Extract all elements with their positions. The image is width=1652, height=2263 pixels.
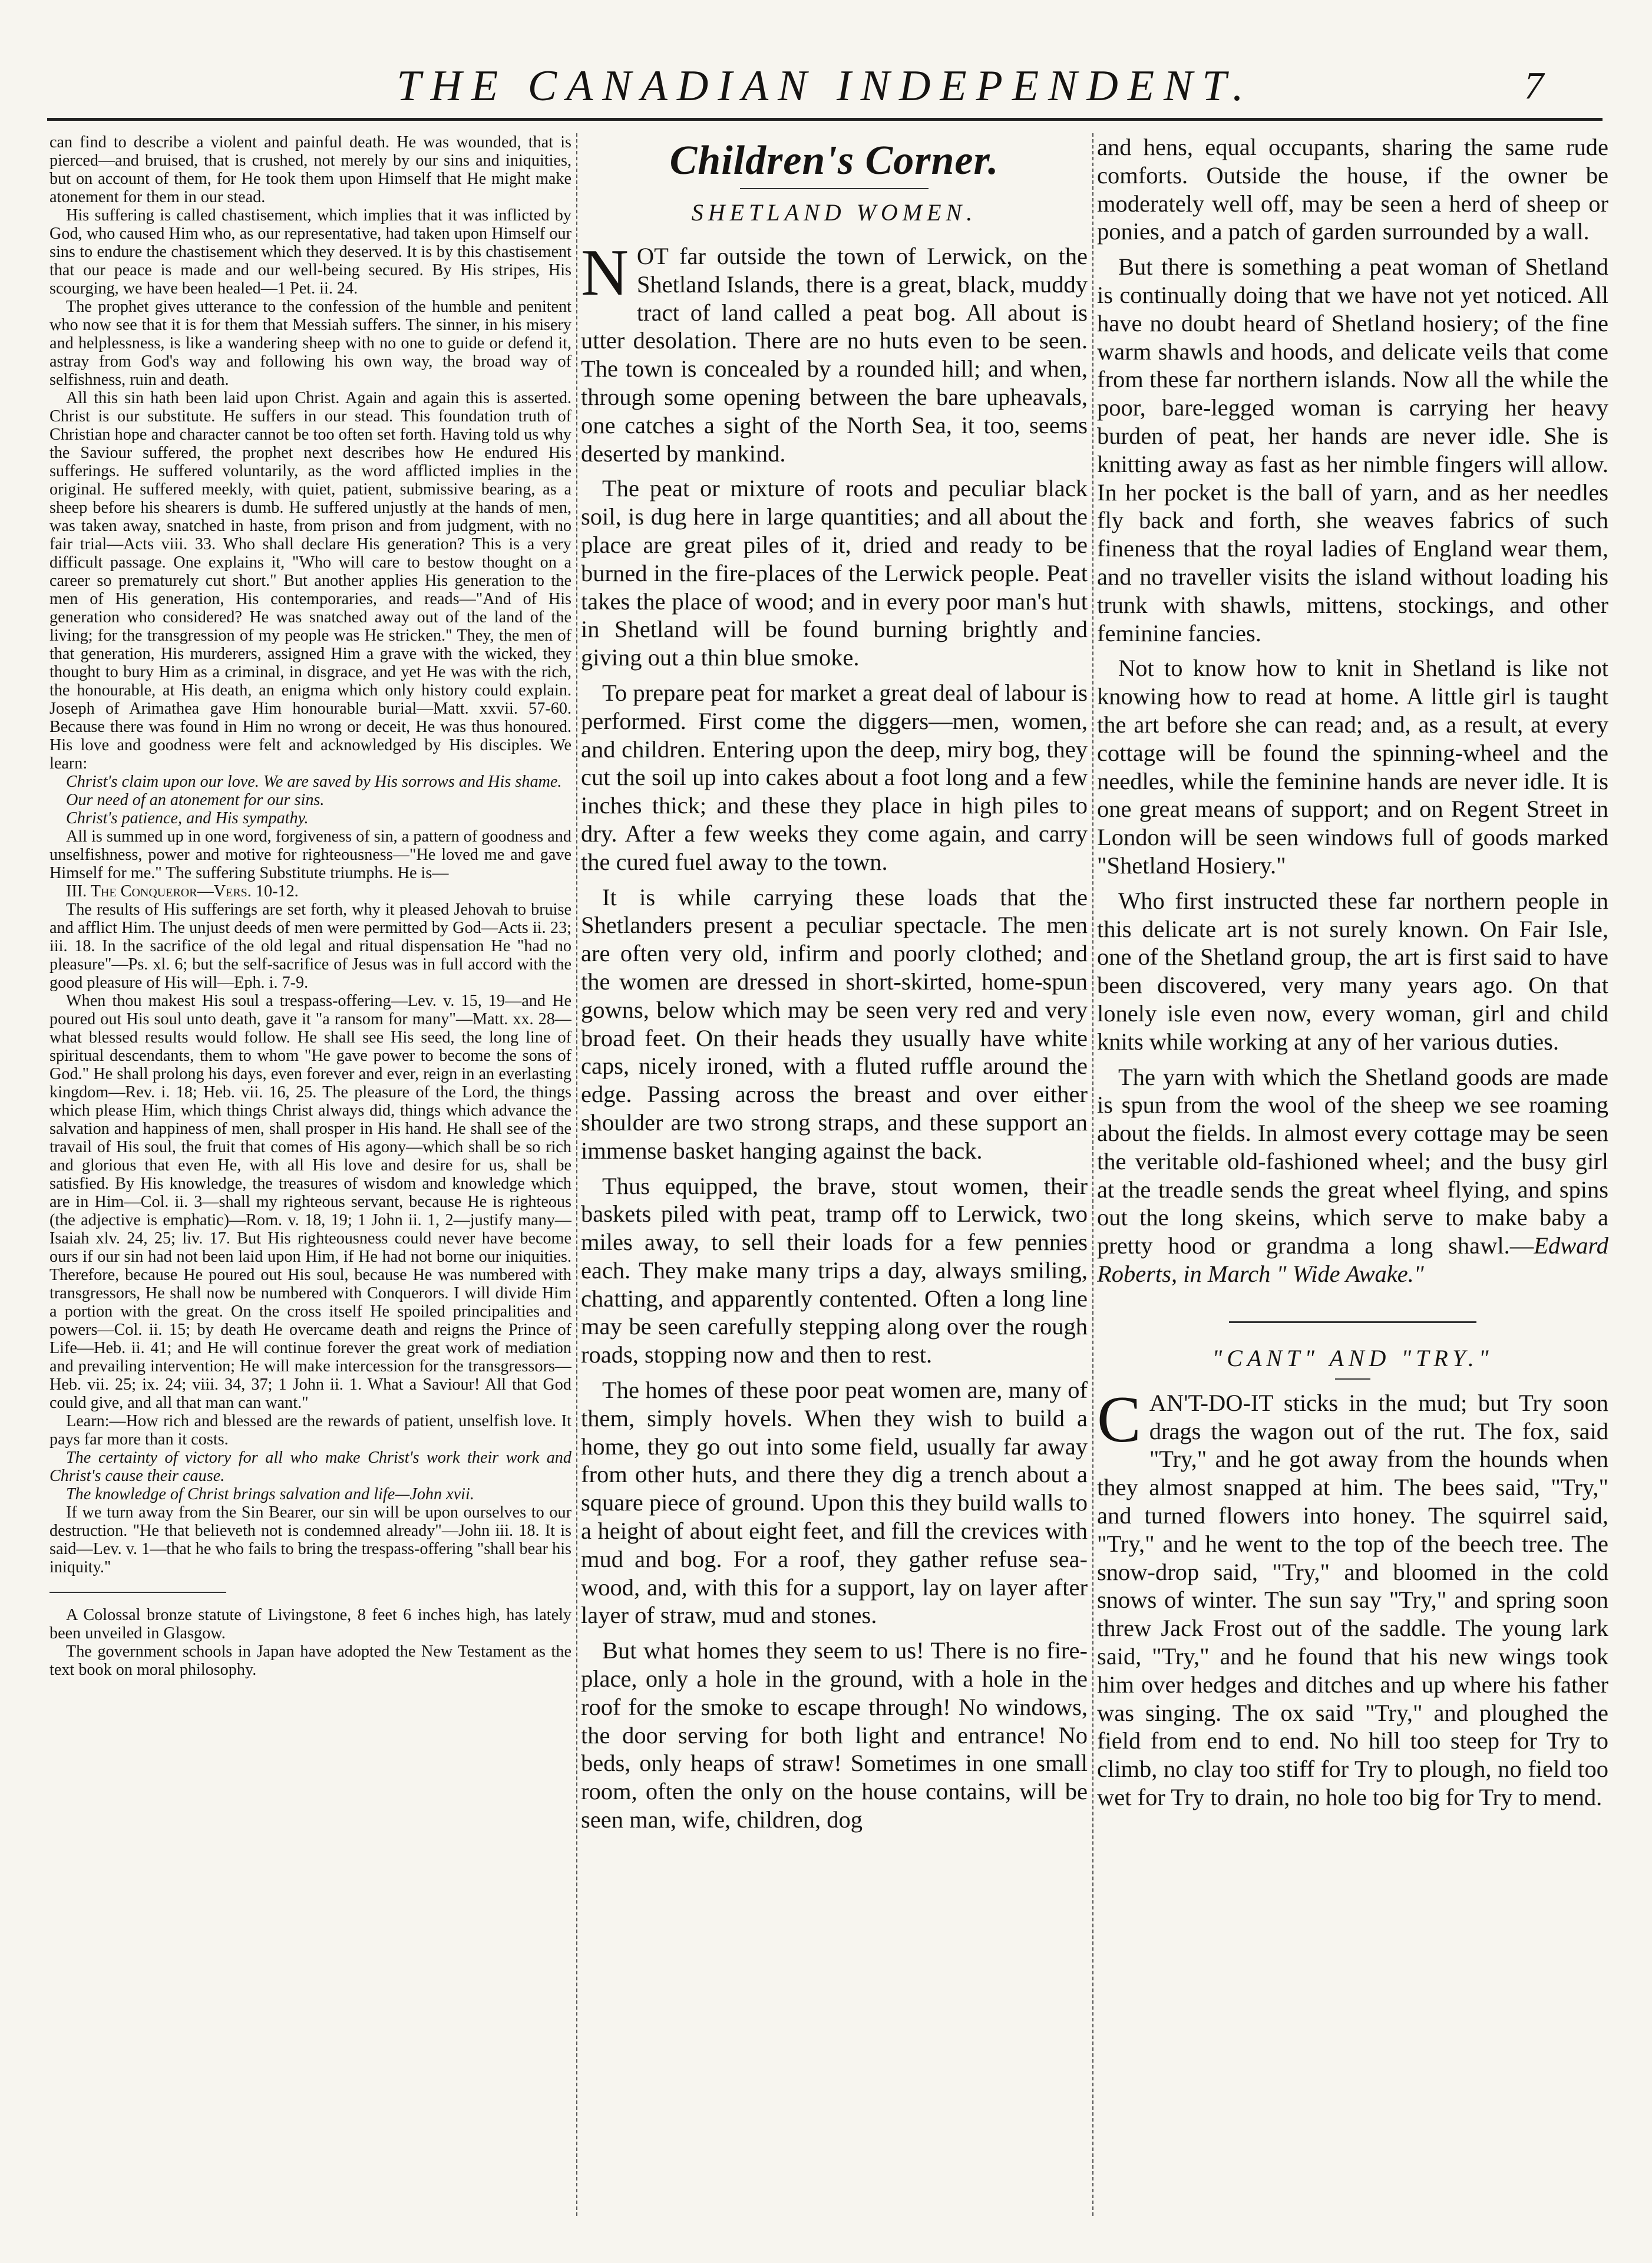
paragraph-text: The yarn with which the Shetland goods are made is spun from the wool of the sheep we see roaming about the fields. In almost every cottage may be seen the veritable old-fashioned wheel; and the busy girl at the treadle sends the great wheel flying, and spins out the long skeins, which serve to make baby a pretty hood or grandma a long shawl.—	[1097, 1063, 1608, 1259]
masthead-rule	[47, 118, 1603, 121]
article-separator	[1229, 1321, 1476, 1323]
paragraph: The certainty of victory for all who make Christ's work their work and Christ's cause their cause.	[49, 1449, 571, 1485]
drop-cap: N	[581, 236, 629, 309]
paragraph: But what homes they seem to us! There is no fire-place, only a hole in the ground, with a hole in the roof for the smoke to escape through! No windows, the door serving for both light and entrance! No beds, only heaps of straw! Sometimes in one small room, often the only on the house contains, will be seen man, wife, children, dog	[581, 1637, 1088, 1833]
paragraph: Christ's patience, and His sympathy.	[66, 809, 309, 827]
title-rule	[1335, 1378, 1370, 1380]
paragraph: Thus equipped, the brave, stout women, their baskets piled with peat, tramp off to Lerwick, two miles away, to sell their loads for a few pennies each. They make many trips a day, always smiling, chatting, and apparently contented. Often a long line may be seen carefully stepping along over the rough roads, stopping now and then to rest.	[581, 1172, 1088, 1368]
paragraph: Not to know how to knit in Shetland is like not knowing how to read at home. A little girl is taught the art before she can read; and, as a result, at every cottage will be found the spinning-wheel and the needles, while the feminine hands are never idle. It is one great means of support; and on Regent Street in London will be seen windows full of goods marked "Shetland Hosiery."	[1097, 655, 1608, 879]
publication-title: THE CANADIAN INDEPENDENT.	[397, 62, 1253, 110]
paragraph: The knowledge of Christ brings salvation and life—John xvii.	[66, 1485, 474, 1503]
paragraph: All this sin hath been laid upon Christ. Again and again this is asserted. Christ is our substitute. He suffers in our stead. This foundation truth of Christian hope and character cannot be too often set forth. Having told us why the Saviour suffered, the prophet next describes how He endured His sufferings. He suffered voluntarily, as the word afflicted implies in the original. He suffered meekly, with quiet, patient, submissive bearing, as a sheep before his shearers is dumb. He suffered unjustly at the hands of men, was taken away, snatched in haste, from prison and from judgment, with no fair trial—Acts viii. 33. Who shall declare His generation? This is a very difficult passage. One explains it, "Who will care to bestow thought on a career so prematurely cut short." But another applies His generation to the men of His generation, His contemporaries, and reads—"And of His generation who considered? He was snatched away out of the land of the living; for the transgression of my people was He stricken." They, the men of that generation, His murderers, assigned Him a grave with the wicked, they thought to bury Him as a criminal, in disgrace, and yet He was with the rich, the honourable, at His death, an enigma which only history could explain. Joseph of Arimathea gave Him honourable burial—Matt. xxvii. 57-60. Because there was found in Him no wrong or deceit, He was thus honoured. His love and goodness were felt and acknowledged by His disciples. We learn:	[49, 389, 571, 773]
paragraph: The prophet gives utterance to the confession of the humble and penitent who now see that it is for them that Messiah suffers. The sinner, in his misery and helplessness, is like a wandering sheep with no one to guide or defend it, astray from God's way and following his own way, the broad way of selfishness, ruin and death.	[49, 298, 571, 389]
paragraph: Christ's claim upon our love. We are saved by His sorrows and His shame.	[66, 773, 562, 791]
section-title-text: Children's Corner.	[669, 138, 999, 183]
page-number: 7	[1524, 64, 1544, 107]
column-sermon-notes	[49, 133, 571, 2228]
news-note: The government schools in Japan have adopted the New Testament as the text book on moral philosophy.	[49, 1642, 571, 1679]
paragraph: When thou makest His soul a trespass-offering—Lev. v. 15, 19—and He poured out His soul unto death, gave it "a ransom for many"—Matt. xx. 28—what blessed results would follow. He shall see His seed, the long line of spiritual descendants, them to whom "He gave power to become the sons of God." He shall prolong his days, even forever and ever, reign in an everlasting kingdom—Rev. i. 18; Heb. vii. 16, 25. The pleasure of the Lord, the things which please Him, which things Christ always did, things which advance the salvation and happiness of men, shall prosper in His hand. He shall see of the travail of His soul, the fruit that comes of His agony—which shall be so rich and glorious that even He, with all His love and desire for us, shall be satisfied. By His knowledge, the treasures of wisdom and knowledge which are in Him—Col. ii. 3—shall my righteous servant, because He is righteous (the adjective is emphatic)—Rom. v. 18, 19; 1 John ii. 1, 2—justify many—Isaiah xlv. 24, 25; liv. 17. But His righteousness could never have become ours if our sin had not been laid upon Him, if He had not borne our iniquities. Therefore, because He poured out His soul, because He was numbered with transgressors, He shall now be numbered with Conquerors. I will divide Him a portion with the great. On the cross itself He spoiled principalities and powers—Col. ii. 15; by death He overcame death and reigns the Prince of Life—Heb. ii. 41; and He will continue forever the great work of mediation and prevailing intervention; He will make intercession for the transgressors—Heb. vii. 25; ix. 24; viii. 34, 37; 1 John ii. 1. What a Saviour! All that God could give, and all that man can want."	[49, 992, 571, 1412]
article-title: SHETLAND WOMEN.	[691, 199, 977, 226]
paragraph: Our need of an atonement for our sins.	[66, 791, 325, 809]
paragraph: But there is something a peat woman of Shetland is continually doing that we have not yet noticed. All have no doubt heard of Shetland hosiery; of the fine warm shawls and hoods, and delicate veils that come from these far northern islands. Now all the while the poor, bare-legged woman is carrying her heavy burden of peat, her hands are never idle. She is knitting away as fast as her nimble fingers will allow. In her pocket is the ball of yarn, and as her needles fly back and forth, she weaves fabrics of such fineness that the royal ladies of England wear them, and no traveller visits the island without loading his trunk with shawls, mittens, stockings, and other feminine fancies.	[1097, 253, 1608, 646]
section-rule	[740, 188, 929, 189]
paragraph: To prepare peat for market a great deal of labour is performed. First come the diggers—men, women, and children. Entering upon the deep, miry bog, they cut the soil up into cakes about a foot long and a few inches thick; and these they place in high piles to dry. After a few weeks they come again, and carry the cured fuel away to the town.	[581, 679, 1088, 875]
separator-rule	[49, 1592, 226, 1593]
paragraph	[1097, 1063, 1608, 1288]
paragraph: and hens, equal occupants, sharing the same rude comforts. Outside the house, if the owner be moderately well off, may be seen a herd of sheep or ponies, and a patch of garden surrounded by a wall.	[1097, 134, 1608, 245]
subsection-heading: III. The Conqueror—Vers. 10-12.	[66, 882, 299, 900]
paragraph: If we turn away from the Sin Bearer, our sin will be upon ourselves to our destruction. "He that believeth not is condemned already"—John iii. 18. It is said—Lev. v. 1—that he who fails to bring the trespass-offering "shall bear his iniquity."	[49, 1503, 571, 1576]
paragraph	[1097, 1383, 1608, 1812]
paragraph: Who first instructed these far northern people in this delicate art is not surely known. On Fair Isle, one of the Shetland group, the art is first said to have been discovered, very many years ago. On that lonely isle even now, every woman, girl and child knits while working at any of her various duties.	[1097, 887, 1608, 1055]
paragraph: Learn:—How rich and blessed are the rewards of patient, unselfish love. It pays far more than it costs.	[49, 1412, 571, 1449]
masthead	[118, 58, 1544, 114]
column-divider	[1092, 133, 1093, 2216]
paragraph-text: OT far outside the town of Lerwick, on the Shetland Islands, there is a great, black, muddy tract of land called a peat bog. All about is utter desolation. There are no huts even to be seen. The town is concealed by a rounded hill; and when, through some opening between the bare upheavals, one catches a sight of the North Sea, it too, seems deserted by mankind.	[581, 243, 1088, 467]
section-title	[581, 140, 1088, 183]
paragraph: All is summed up in one word, forgiveness of sin, a pattern of goodness and unselfishness, power and motive for righteousness—"He loved me and gave Himself for me." The suffering Substitute triumphs. He is—	[49, 827, 571, 882]
column-childrens-corner	[581, 133, 1088, 2228]
paragraph: can find to describe a violent and painful death. He was wounded, that is pierced—and bruised, that is crushed, not merely by our sins and iniquities, but on account of them, for He took them upon Himself that He might make atonement for them in our stead.	[49, 133, 571, 206]
paragraph: The homes of these poor peat women are, many of them, simply hovels. When they wish to build a home, they go out into some field, usually far away from other huts, and there they dig a trench about a square piece of ground. Upon this they build walls to a height of about eight feet, and fill the crevices with mud and bog. For a roof, they gather refuse sea-wood, and, with this for a support, lay on layer after layer of straw, mud and stones.	[581, 1377, 1088, 1629]
column-continuation	[1097, 133, 1608, 2228]
paragraph-text: AN'T-DO-IT sticks in the mud; but Try soon drags the wagon out of the rut. The fox, said "Try," and he got away from the hounds when they almost snapped at him. The bees said, "Try," and turned flowers into honey. The squirrel said, "Try," and he went to the top of the beech tree. The snow-drop said, "Try," and bloomed in the cold snows of winter. The sun say "Try," and spring soon threw Jack Frost out of the saddle. The young lark said, "Try," and he found that his new wings took him over hedges and ditches and up where his father was singing. The ox said "Try," and ploughed the field from end to end. No hill too steep for Try to climb, no clay too stiff for Try to plough, no field too wet for Try to drain, no hole too big for Try to mend.	[1097, 1389, 1608, 1811]
attribution: Edward Roberts, in March " Wide Awake."	[1097, 1232, 1608, 1288]
paragraph: It is while carrying these loads that the Shetlanders present a peculiar spectacle. The men are often very old, infirm and poorly clothed; and the women are dressed in short-skirted, home-spun gowns, below which may be seen very red and very broad feet. On their heads they usually have white caps, nicely ironed, with a fluted ruffle around the edge. Passing across the breast and over either shoulder are two strong straps, and these support an immense basket hanging against the back.	[581, 883, 1088, 1164]
paragraph	[581, 236, 1088, 467]
paragraph: The peat or mixture of roots and peculiar black soil, is dug here in large quantities; and all about the place are great piles of it, dried and ready to be burned in the fire-places of the Lerwick people. Peat takes the place of wood; and in every poor man's hut in Shetland will be found burning brightly and giving out a thin blue smoke.	[581, 475, 1088, 671]
news-note: A Colossal bronze statute of Livingstone, 8 feet 6 inches high, has lately been unveiled in Glasgow.	[49, 1606, 571, 1642]
column-divider	[576, 133, 577, 2216]
article-title: "CANT" AND "TRY."	[1212, 1344, 1494, 1371]
drop-cap: C	[1097, 1383, 1141, 1456]
paragraph: His suffering is called chastisement, which implies that it was inflicted by God, who caused Him who, as our representative, had taken upon Himself our sins to endure the chastisement which they deserved. It is by this chastisement that our peace is made and our well-being secured. By His stripes, His scourging, we have been healed—1 Pet. ii. 24.	[49, 206, 571, 298]
paragraph: The results of His sufferings are set forth, why it pleased Jehovah to bruise and afflict Him. The unjust deeds of men were permitted by God—Acts ii. 23; iii. 18. In the sacrifice of the old legal and ritual dispensation He "had no pleasure"—Ps. xl. 6; but the self-sacrifice of Jesus was in full accord with the good pleasure of His will—Eph. i. 7-9.	[49, 900, 571, 992]
